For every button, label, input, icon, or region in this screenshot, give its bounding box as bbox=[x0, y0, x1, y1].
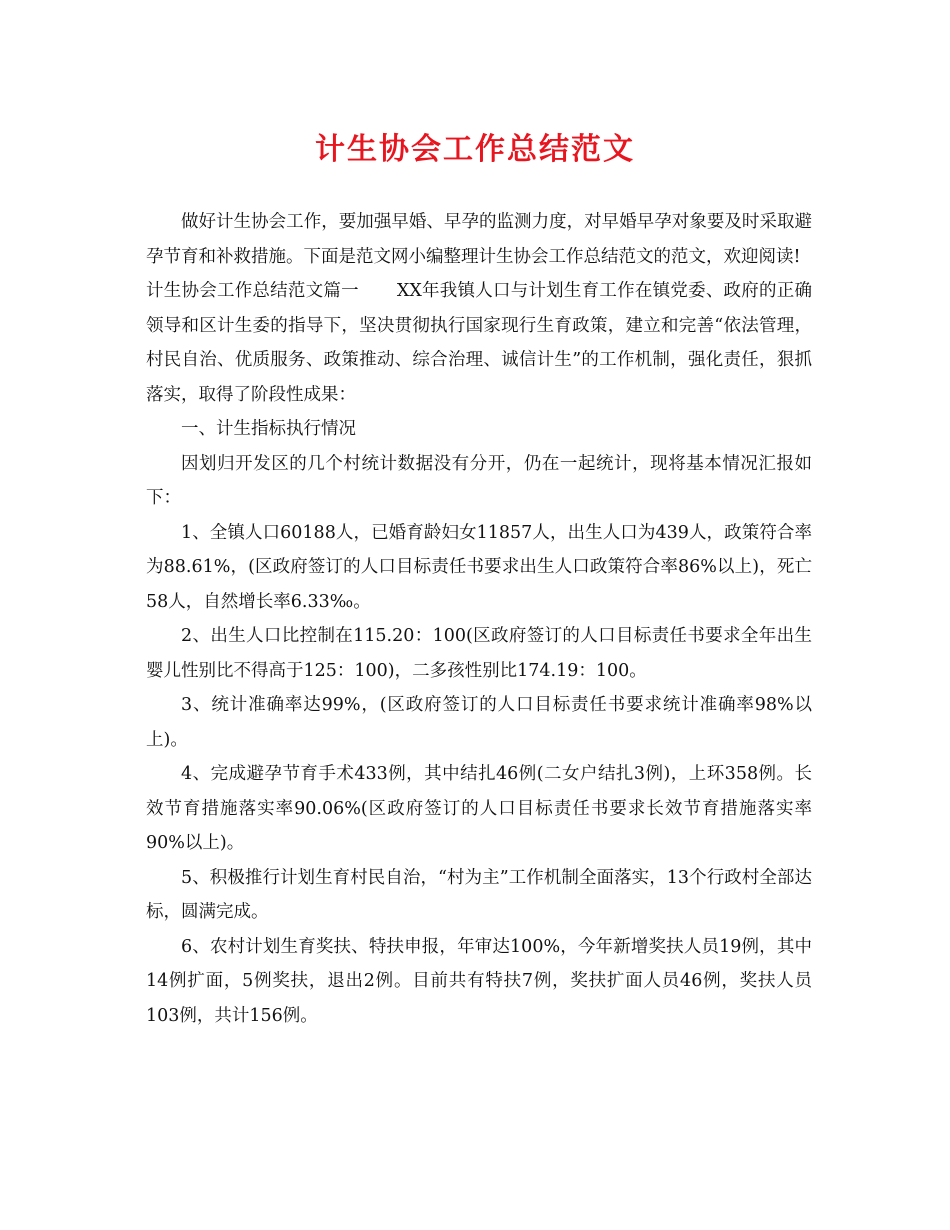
document-title: 计生协会工作总结范文 bbox=[315, 132, 635, 167]
part-paragraph bbox=[146, 274, 812, 412]
section-intro: 因划归开发区的几个村统计数据没有分开，仍在一起统计，现将基本情况汇报如下： bbox=[146, 453, 812, 508]
list-item: 2、出生人口比控制在115.20：100(区政府签订的人口目标责任书要求全年出生婴儿性别比不得高于125：100)，二多孩性别比174.19：100。 bbox=[146, 626, 812, 681]
list-item: 6、农村计划生育奖扶、特扶申报，年审达100%，今年新增奖扶人员19例，其中14例扩面，5例奖扶，退出2例。目前共有特扶7例，奖扶扩面人员46例，奖扶人员103例，共计156例。 bbox=[146, 936, 812, 1026]
list-item: 1、全镇人口60188人，已婚育龄妇女11857人，出生人口为439人，政策符合率为88.61%，(区政府签订的人口目标责任书要求出生人口政策符合率86%以上)，死亡58人，自然增长率6.33‰。 bbox=[146, 522, 812, 612]
list-item: 4、完成避孕节育手术433例，其中结扎46例(二女户结扎3例)，上环358例。长效节育措施落实率90.06%(区政府签订的人口目标责任书要求长效节育措施落实率90%以上)。 bbox=[146, 764, 812, 853]
list-item: 3、统计准确率达99%，(区政府签订的人口目标责任书要求统计准确率98%以上)。 bbox=[146, 695, 812, 750]
section-heading: 一、计生指标执行情况 bbox=[181, 419, 356, 439]
part-heading: 计生协会工作总结范文篇一 bbox=[146, 281, 359, 301]
part-lead-text: XX年我镇人口与计划生育工作在镇党委、政府的正确领导和区计生委的指导下，坚决贯彻执行国家现行生育政策，建立和完善“依法管理，村民自治、优质服务、政策推动、综合治理、诚信计生”的工作机制，强化责任，狠抓落实，取得了阶段性成果： bbox=[146, 281, 813, 405]
intro-paragraph: 做好计生协会工作，要加强早婚、早孕的监测力度，对早婚早孕对象要及时采取避孕节育和补救措施。下面是范文网小编整理计生协会工作总结范文的范文，欢迎阅读! bbox=[146, 212, 812, 267]
document-body bbox=[146, 205, 812, 1033]
list-item: 5、积极推行计划生育村民自治，“村为主”工作机制全面落实，13个行政村全部达标，圆满完成。 bbox=[146, 867, 812, 922]
